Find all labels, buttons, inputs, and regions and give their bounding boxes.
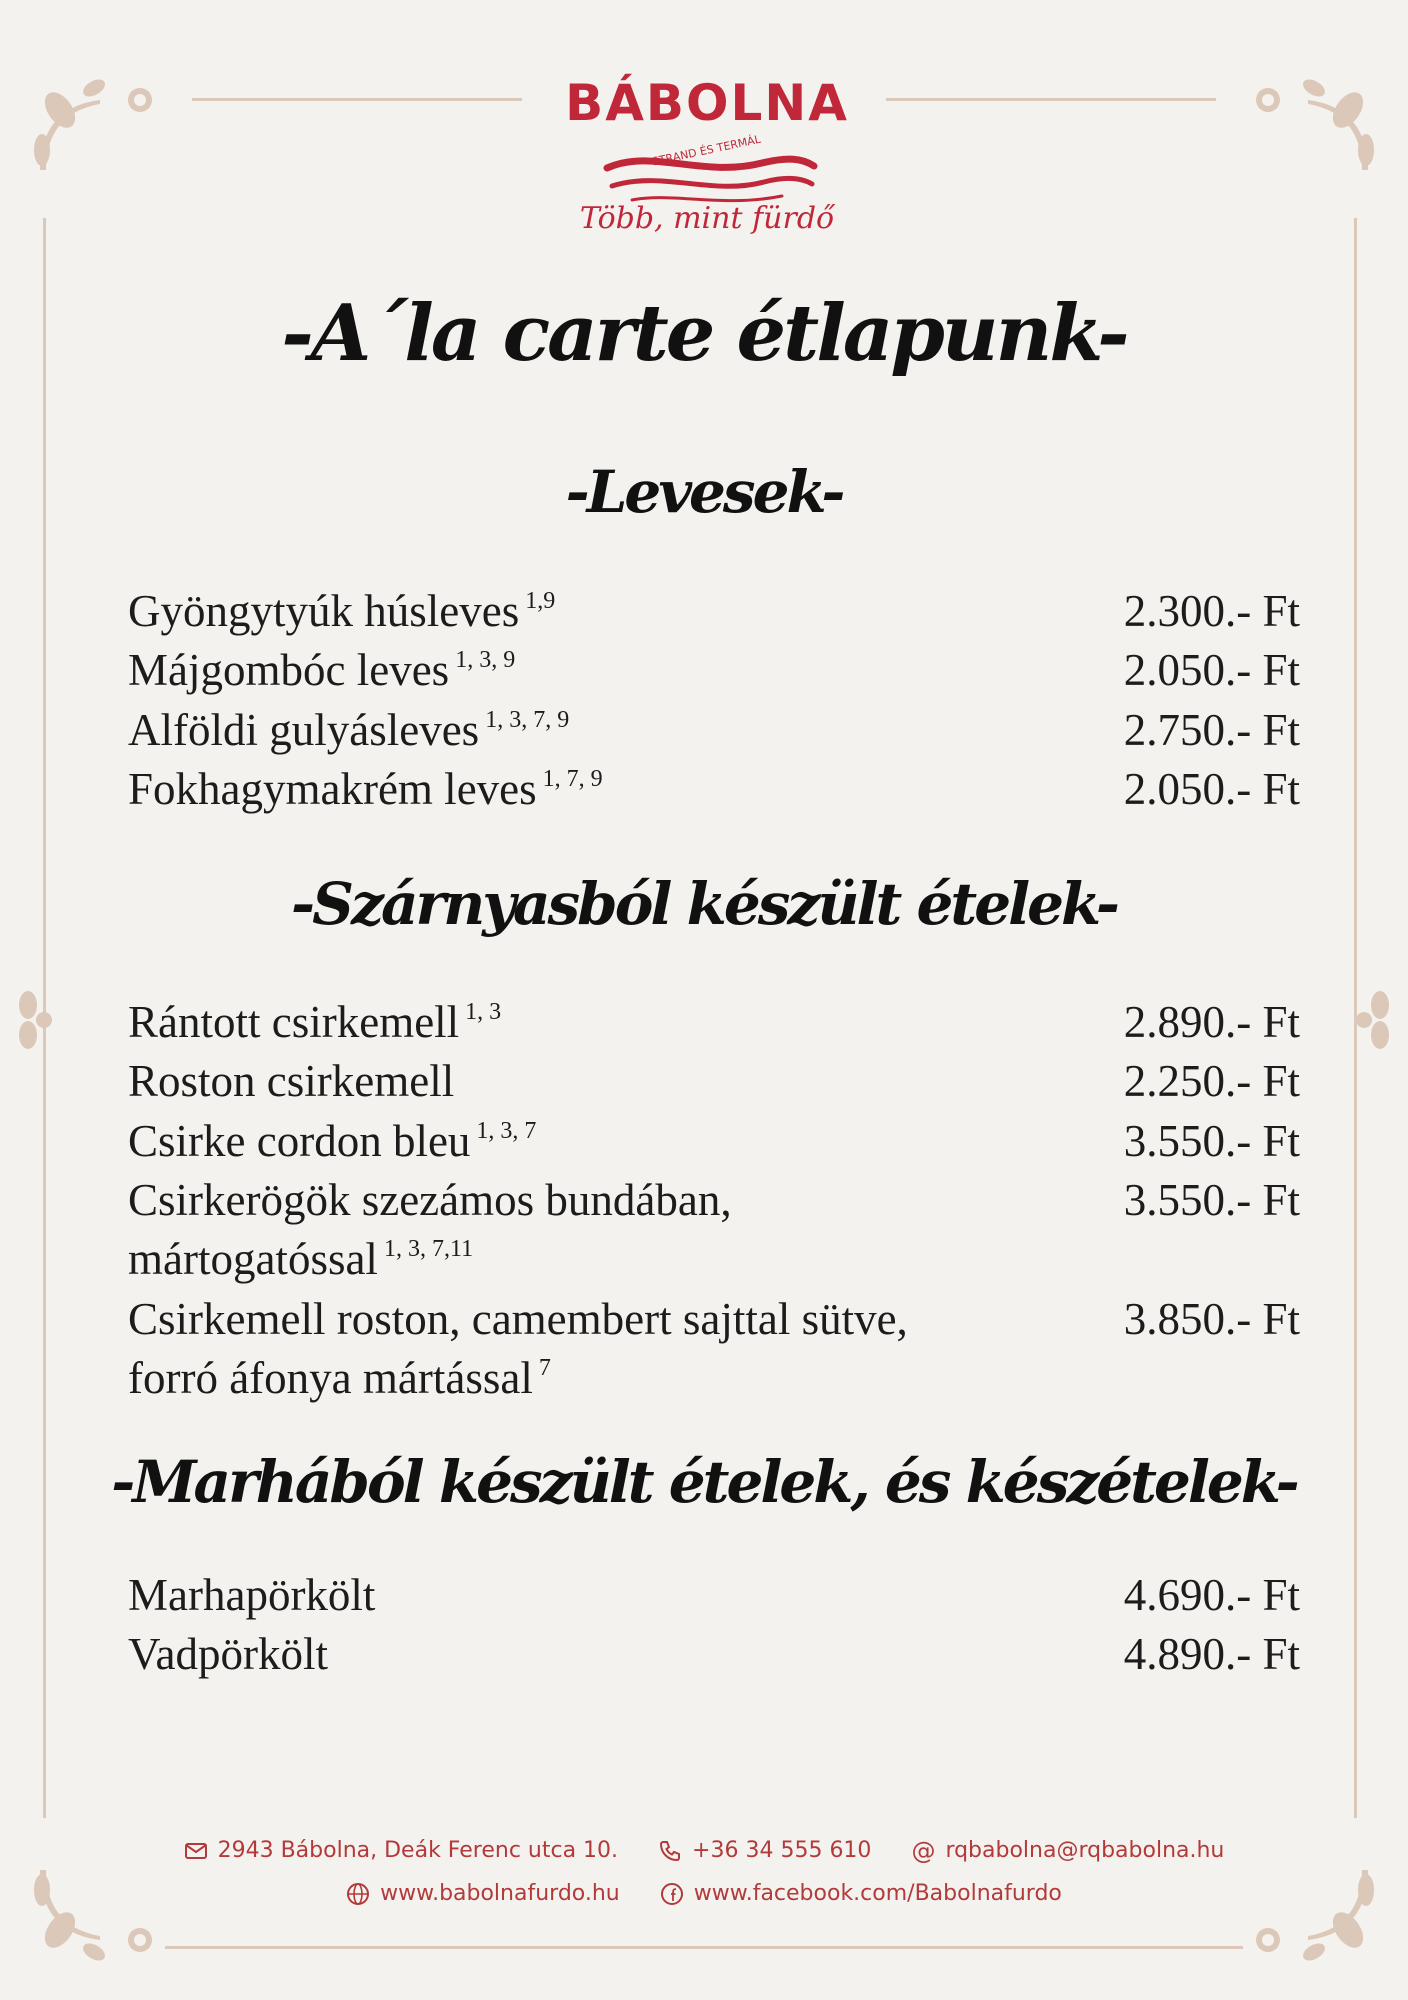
dish-name: Alföldi gulyásleves — [128, 704, 480, 755]
logo-slogan: Több, mint fürdő — [579, 201, 835, 236]
dish-name: Csirkerögök szezámos bundában, — [128, 1174, 732, 1225]
dish-price: 3.850.- Ft — [1123, 1293, 1300, 1344]
allergen-codes: 1,9 — [525, 588, 556, 614]
menu-list-soups — [128, 582, 1300, 819]
allergen-codes: 1, 3, 7, 9 — [485, 706, 570, 733]
globe-icon — [346, 1882, 370, 1906]
dish-name: Rántott csirkemell — [128, 997, 460, 1047]
menu-item — [128, 760, 1300, 819]
side-ornament-left — [6, 990, 56, 1050]
allergen-codes: 1, 7, 9 — [542, 765, 603, 792]
corner-ornament-top-right — [1238, 70, 1378, 180]
dish-name: Csirke cordon bleu — [128, 1115, 471, 1166]
dish-name-line2: forró áfonya mártással — [128, 1352, 533, 1403]
dish-name: Fokhagymakrém leves — [128, 763, 537, 814]
footer-address — [184, 1838, 618, 1863]
logo-brand: BÁBOLNA — [565, 74, 849, 132]
corner-ornament-top-left — [30, 70, 170, 180]
menu-item — [128, 1290, 1300, 1409]
logo-subtitle: STRAND ÉS TERMÁL — [651, 132, 762, 169]
footer-phone[interactable] — [658, 1838, 871, 1863]
footer-website[interactable] — [346, 1881, 620, 1906]
dish-name: Vadpörkölt — [128, 1629, 328, 1680]
dish-price: 3.550.- Ft — [1123, 1174, 1300, 1225]
dish-price: 4.890.- Ft — [1123, 1629, 1300, 1680]
menu-item — [128, 1112, 1300, 1171]
dish-name-line2: mártogatóssal — [128, 1233, 378, 1284]
section-title-poultry: -Szárnyasból készült ételek- — [291, 870, 1117, 938]
facebook-text: www.facebook.com/Babolnafurdo — [693, 1881, 1062, 1906]
menu-list-beef — [128, 1566, 1300, 1685]
frame-line-top-left — [192, 98, 522, 101]
logo-wave-2 — [612, 178, 812, 186]
menu-item — [128, 1625, 1300, 1684]
menu-item — [128, 701, 1300, 760]
frame-line-bottom — [165, 1946, 1243, 1949]
menu-item — [128, 1052, 1300, 1111]
allergen-codes: 1, 3, 7 — [476, 1117, 537, 1144]
corner-ornament-bottom-left — [30, 1860, 170, 1970]
dish-price: 2.050.- Ft — [1123, 763, 1300, 814]
section-title-beef: -Marhából készült ételek, és készételek- — [111, 1448, 1297, 1516]
dish-name: Marhapörkölt — [128, 1570, 376, 1620]
dish-price: 3.550.- Ft — [1123, 1115, 1300, 1166]
section-title-soups: -Levesek- — [565, 458, 843, 526]
dish-price: 2.750.- Ft — [1123, 704, 1300, 755]
menu-item — [128, 1171, 1300, 1290]
corner-ornament-bottom-right — [1238, 1860, 1378, 1970]
envelope-icon — [184, 1839, 208, 1863]
address-text: 2943 Bábolna, Deák Ferenc utca 10. — [217, 1838, 619, 1863]
dish-price: 4.690.- Ft — [1123, 1570, 1300, 1620]
footer-email[interactable] — [911, 1838, 1224, 1863]
website-text: www.babolnafurdo.hu — [380, 1881, 620, 1906]
side-ornament-right — [1352, 990, 1402, 1050]
allergen-codes: 1, 3, 7,11 — [383, 1235, 474, 1262]
menu-item — [128, 1566, 1300, 1625]
email-text: rqbabolna@rqbabolna.hu — [945, 1838, 1225, 1863]
footer-facebook[interactable] — [660, 1881, 1062, 1906]
dish-price: 2.050.- Ft — [1123, 645, 1300, 696]
menu-item — [128, 582, 1300, 641]
logo-wave-1 — [607, 159, 814, 168]
facebook-icon — [660, 1882, 684, 1906]
dish-price: 2.250.- Ft — [1123, 1056, 1300, 1107]
page-title: -A´la carte étlapunk- — [281, 288, 1127, 379]
phone-icon — [658, 1839, 682, 1863]
dish-name: Májgombóc leves — [128, 645, 450, 696]
frame-line-top-right — [886, 98, 1216, 101]
allergen-codes: 1, 3 — [465, 999, 502, 1025]
menu-item — [128, 641, 1300, 700]
phone-text: +36 34 555 610 — [692, 1838, 872, 1863]
dish-name: Gyöngytyúk húsleves — [128, 586, 520, 636]
menu-item — [128, 993, 1300, 1052]
allergen-codes: 1, 3, 9 — [455, 647, 516, 674]
at-icon: @ — [911, 1836, 936, 1865]
footer-row-2 — [0, 1881, 1408, 1906]
logo-wave-3 — [632, 196, 782, 201]
allergen-codes: 7 — [538, 1354, 551, 1381]
dish-price: 2.300.- Ft — [1123, 586, 1300, 636]
menu-list-poultry — [128, 993, 1300, 1409]
footer-row-1 — [0, 1838, 1408, 1863]
babolna-logo — [552, 58, 862, 248]
dish-name: Roston csirkemell — [128, 1056, 455, 1107]
dish-price: 2.890.- Ft — [1123, 997, 1300, 1047]
dish-name: Csirkemell roston, camembert sajttal sütve, — [128, 1293, 908, 1344]
